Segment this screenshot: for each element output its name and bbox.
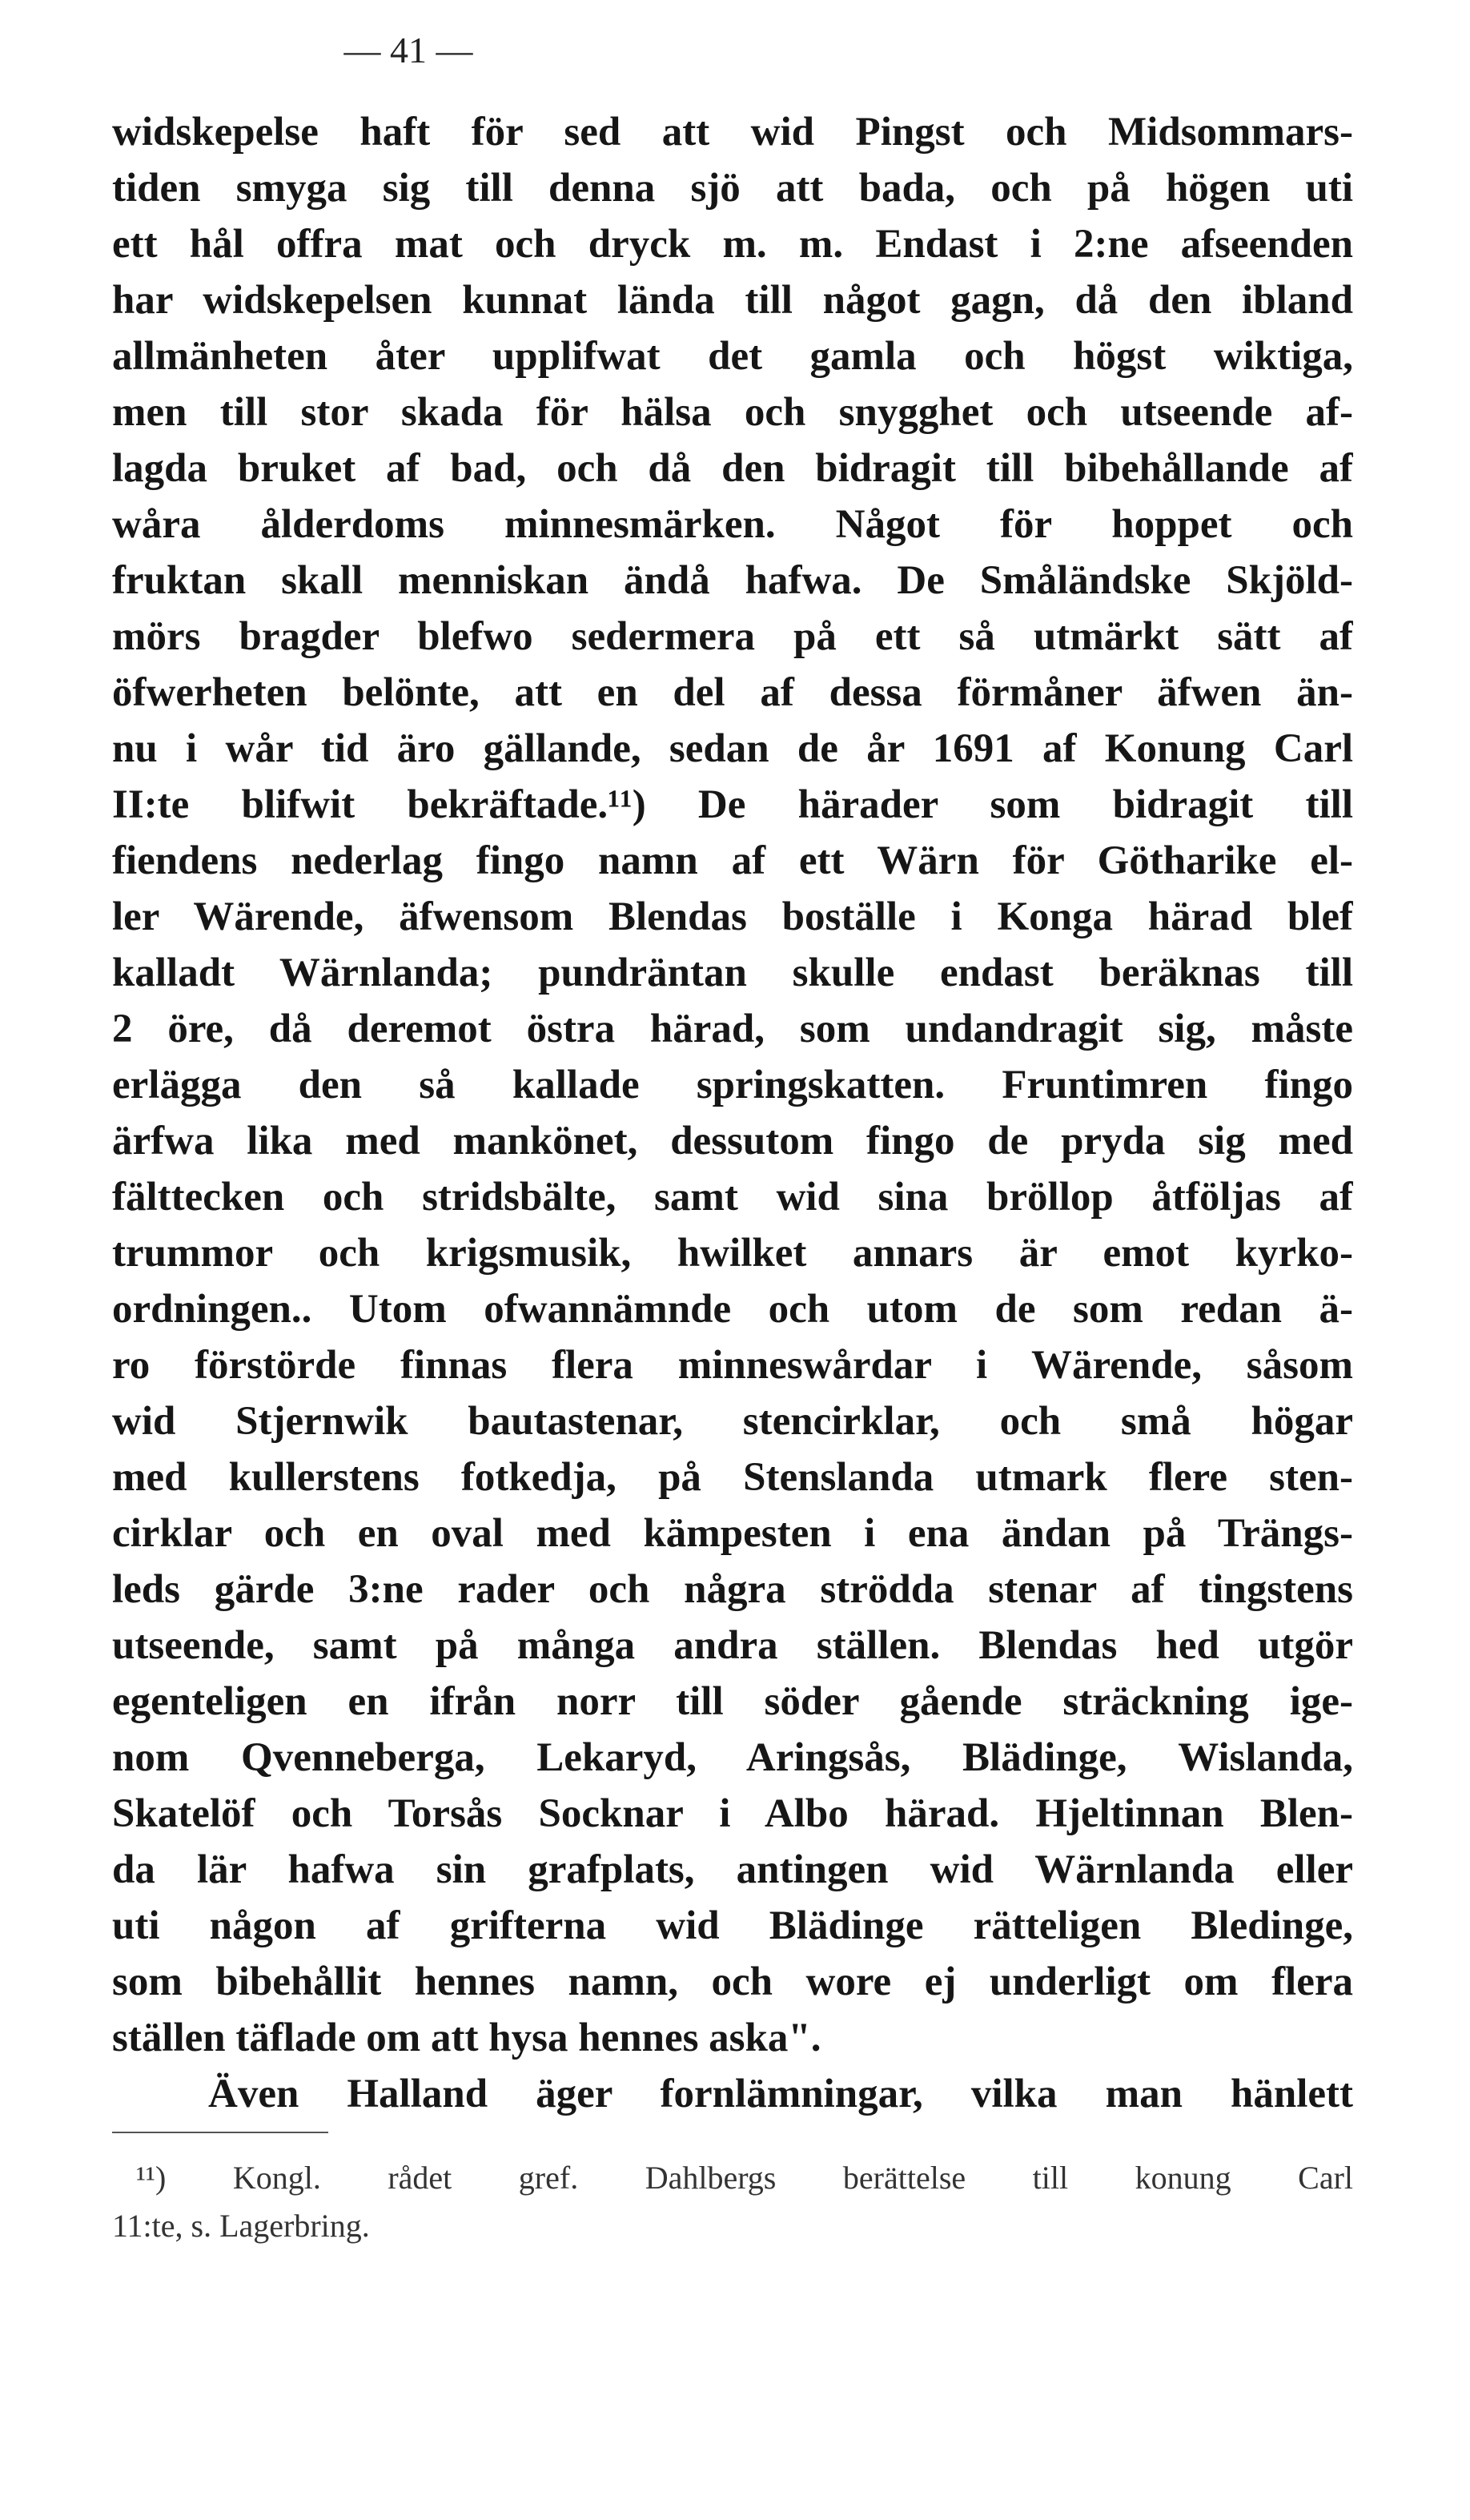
footnote-line: ¹¹) Kongl. rådet gref. Dahlbergs berättelse till konung Carl bbox=[136, 2160, 1353, 2196]
body-line: uti någon af grifterna wid Blädinge rätteligen Bledinge, bbox=[112, 1903, 1353, 1948]
body-line: fruktan skall menniskan ändå hafwa. De Småländske Skjöld- bbox=[112, 558, 1353, 603]
body-line: Skatelöf och Torsås Socknar i Albo härad. Hjeltinnan Blen- bbox=[112, 1791, 1353, 1836]
body-line: som bibehållit hennes namn, och wore ej underligt om flera bbox=[112, 1959, 1353, 2004]
body-line: allmänheten åter upplifwat det gamla och högst wiktiga, bbox=[112, 334, 1353, 379]
body-line: med kullerstens fotkedja, på Stenslanda utmark flere sten- bbox=[112, 1455, 1353, 1500]
body-line: widskepelse haft för sed att wid Pingst och Midsommars- bbox=[112, 110, 1353, 155]
body-line: men till stor skada för hälsa och snygghet och utseende af- bbox=[112, 390, 1353, 435]
body-line: kalladt Wärnlanda; pundräntan skulle endast beräknas till bbox=[112, 951, 1353, 995]
paragraph-end-line: ställen täflade om att hysa hennes aska". bbox=[112, 2016, 821, 2060]
page-number: — 41 — bbox=[343, 30, 473, 70]
body-line: ärfwa lika med mankönet, dessutom fingo de pryda sig med bbox=[112, 1119, 1353, 1164]
body-line: har widskepelsen kunnat lända till något gagn, då den ibland bbox=[112, 278, 1353, 323]
body-text bbox=[112, 104, 1353, 2122]
body-line: ordningen.. Utom ofwannämnde och utom de som redan ä- bbox=[112, 1287, 1353, 1332]
body-line: ler Wärende, äfwensom Blendas boställe i Konga härad blef bbox=[112, 894, 1353, 939]
body-line: egenteligen en ifrån norr till söder gående sträckning ige- bbox=[112, 1679, 1353, 1724]
body-line: II:te blifwit bekräftade.¹¹) De härader som bidragit till bbox=[112, 782, 1353, 827]
body-line: ro förstörde finnas flera minneswårdar i Wärende, såsom bbox=[112, 1343, 1353, 1388]
body-line: ett hål offra mat och dryck m. m. Endast i 2:ne afseenden bbox=[112, 222, 1353, 267]
body-line: cirklar och en oval med kämpesten i ena ändan på Trängs- bbox=[112, 1511, 1353, 1556]
footnote-divider bbox=[112, 2132, 328, 2133]
body-line: wid Stjernwik bautastenar, stencirklar, och små högar bbox=[112, 1399, 1353, 1444]
body-line: nom Qvenneberga, Lekaryd, Aringsås, Blädinge, Wislanda, bbox=[112, 1735, 1353, 1780]
paragraph-start-line: Även Halland äger fornlämningar, vilka man hänlett bbox=[208, 2072, 1353, 2116]
body-line: mörs bragder blefwo sedermera på ett så utmärkt sätt af bbox=[112, 614, 1353, 659]
body-line: wåra ålderdoms minnesmärken. Något för hoppet och bbox=[112, 502, 1353, 547]
body-line: da lär hafwa sin grafplats, antingen wid Wärnlanda eller bbox=[112, 1847, 1353, 1892]
body-line: öfwerheten belönte, att en del af dessa förmåner äfwen än- bbox=[112, 670, 1353, 715]
body-line: tiden smyga sig till denna sjö att bada, och på högen uti bbox=[112, 166, 1353, 211]
body-line: leds gärde 3:ne rader och några strödda stenar af tingstens bbox=[112, 1567, 1353, 1612]
body-line: trummor och krigsmusik, hwilket annars är emot kyrko- bbox=[112, 1231, 1353, 1276]
body-line: fiendens nederlag fingo namn af ett Wärn för Götharike el- bbox=[112, 838, 1353, 883]
footnote-line: 11:te, s. Lagerbring. bbox=[112, 2208, 370, 2244]
body-line: nu i wår tid äro gällande, sedan de år 1691 af Konung Carl bbox=[112, 726, 1353, 771]
body-line: erlägga den så kallade springskatten. Fruntimren fingo bbox=[112, 1063, 1353, 1107]
body-line: fälttecken och stridsbälte, samt wid sina bröllop åtföljas af bbox=[112, 1175, 1353, 1220]
body-line: 2 öre, då deremot östra härad, som undandragit sig, måste bbox=[112, 1007, 1353, 1051]
footnotes bbox=[112, 2154, 1353, 2250]
body-line: utseende, samt på många andra ställen. Blendas hed utgör bbox=[112, 1623, 1353, 1668]
body-line: lagda bruket af bad, och då den bidragit till bibehållande af bbox=[112, 446, 1353, 491]
